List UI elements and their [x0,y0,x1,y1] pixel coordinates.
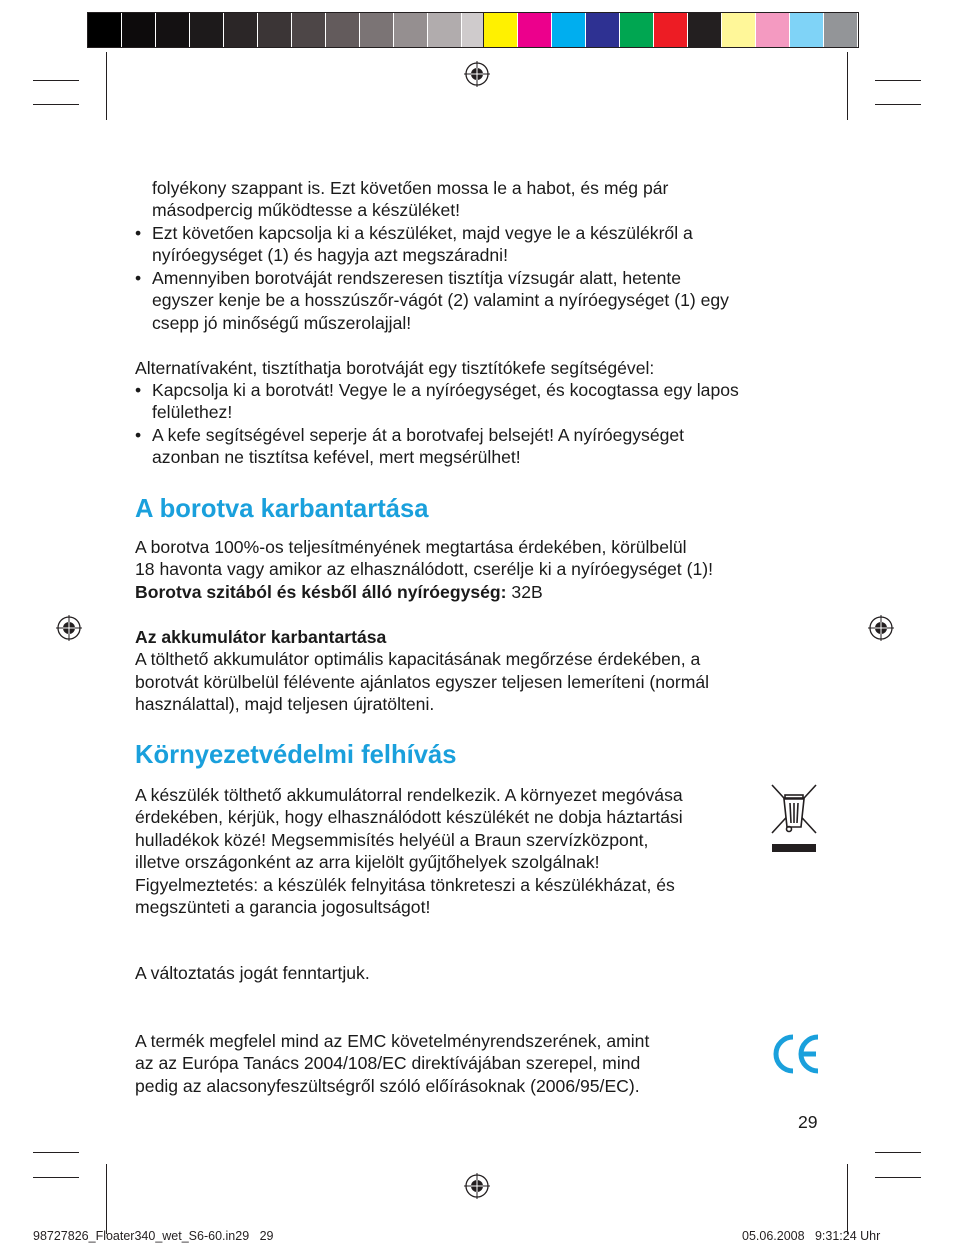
color-swatch [620,13,654,47]
crop-mark [33,1177,79,1178]
color-swatch [484,13,518,47]
registration-mark-icon [56,615,82,641]
section-heading-maintenance: A borotva karbantartása [135,495,429,523]
text-line: A készülék tölthető akkumulátorral rendelkezik. A környezet megóvása [135,785,683,805]
color-swatch [428,13,462,47]
color-swatch [224,13,258,47]
color-swatch [190,13,224,47]
rinse-bullet-list [135,222,825,334]
text-line: • Ezt követően kapcsolja ki a készüléket, majd vegye le a készülékről a [152,223,693,243]
text-line: Figyelmeztetés: a készülék felnyitása tönkreteszi a készülékházat, és [135,874,675,895]
process-color-bar [483,12,859,48]
part-label: Borotva szitából és késből álló nyíróegység: [135,581,507,602]
crop-mark [33,80,79,81]
color-swatch [552,13,586,47]
text-line: hulladékok közé! Megsemmisítés helyéül a Braun szervízközpont, [135,829,649,850]
text-line: illetve országonként az arra kijelölt gyűjtőhelyek szolgálnak! [135,852,600,873]
intro-continuation [152,177,832,222]
text-line: pedig az alacsonyfeszültségről szóló előírásoknak (2006/95/EC). [135,1075,640,1096]
crop-mark [33,1152,79,1153]
list-item [135,267,825,334]
text-line [135,581,825,603]
text-line: egyszer kenje be a hosszúszőr-vágót (2) valamint a nyíróegységet (1) egy [152,290,729,311]
crop-mark [875,80,921,81]
maintenance-paragraph [135,536,825,603]
crop-mark [33,104,79,105]
crop-mark [875,1177,921,1178]
list-item [135,424,825,469]
text-line: • Amennyiben borotváját rendszeresen tisztítja vízsugár alatt, hetente [152,267,682,288]
list-item [135,379,825,424]
color-swatch [394,13,428,47]
color-swatch [654,13,688,47]
color-swatch [156,13,190,47]
color-swatch [360,13,394,47]
part-number: 32B [506,581,543,602]
list-item [135,222,825,267]
crossed-out-wheelie-bin-icon [770,783,818,853]
text-line: használattal), majd teljesen újratölteni. [135,694,435,715]
text-line: • A kefe segítségével seperje át a borotvafej belsejét! A nyíróegységet [152,424,685,445]
text-line: folyékony szappant is. Ezt követően mossa le a habot, és még pár [152,178,669,198]
registration-mark-icon [464,61,490,87]
registration-mark-icon [464,1173,490,1199]
text-line: érdekében, kérjük, hogy elhasználódott készülékét ne dobja háztartási [135,807,683,828]
file-slug: 98727826_Floater340_wet_S6-60.in29 29 [33,1229,274,1243]
text-line: A termék megfelel mind az EMC követelményrendszerének, amint [135,1031,650,1051]
crop-mark [847,82,848,120]
text-line: megszünteti a garancia jogosultságot! [135,897,431,918]
emc-compliance-paragraph [135,1030,755,1097]
gray-color-bar [87,12,531,48]
color-swatch [518,13,552,47]
text-line: borotvát körülbelül félévente ajánlatos egyszer teljesen lemeríteni (normál [135,671,710,692]
brush-bullet-list [135,379,825,469]
text-line: az az Európa Tanács 2004/108/EC direktívájában szerepel, mind [135,1053,641,1074]
crop-mark [106,82,107,120]
text-line: felülethez! [152,402,233,423]
color-swatch [258,13,292,47]
text-line: csepp jó minőségű műszerolajjal! [152,312,412,333]
crop-mark [875,1152,921,1153]
text-line: A borotva 100%-os teljesítményének megtartása érdekében, körülbelül [135,537,687,557]
print-timestamp: 05.06.2008 9:31:24 Uhr [742,1229,881,1243]
section-heading-environment: Környezetvédelmi felhívás [135,741,457,769]
color-swatch [722,13,756,47]
page-number: 29 [798,1112,818,1132]
color-swatch [756,13,790,47]
text-line: 18 havonta vagy amikor az elhasználódott, cserélje ki a nyíróegységet (1)! [135,559,713,580]
color-swatch [688,13,722,47]
text-line: másodpercig működtesse a készüléket! [152,200,461,221]
registration-mark-icon [868,615,894,641]
color-swatch [88,13,122,47]
text-line: azonban ne tisztítsa kefével, mert megsérülhet! [152,447,521,468]
text-line: • Kapcsolja ki a borotvát! Vegye le a nyíróegységet, és kocogtassa egy lapos [152,380,739,400]
text-line: nyíróegységet (1) és hagyja azt megszáradni! [152,245,508,266]
ce-mark-icon [770,1031,820,1077]
color-swatch [122,13,156,47]
rights-reserved-note: A változtatás jogát fenntartjuk. [135,963,370,983]
crop-mark [875,104,921,105]
color-swatch [292,13,326,47]
alternative-intro: Alternatívaként, tisztíthatja borotváját egy tisztítókefe segítségével: [135,358,655,378]
text-line: A tölthető akkumulátor optimális kapacitásának megőrzése érdekében, a [135,649,701,670]
color-swatch [326,13,360,47]
environment-paragraph [135,784,765,918]
battery-subheading: Az akkumulátor karbantartása [135,627,387,647]
color-swatch [824,13,858,47]
battery-section [135,626,825,716]
color-swatch [586,13,620,47]
color-swatch [790,13,824,47]
